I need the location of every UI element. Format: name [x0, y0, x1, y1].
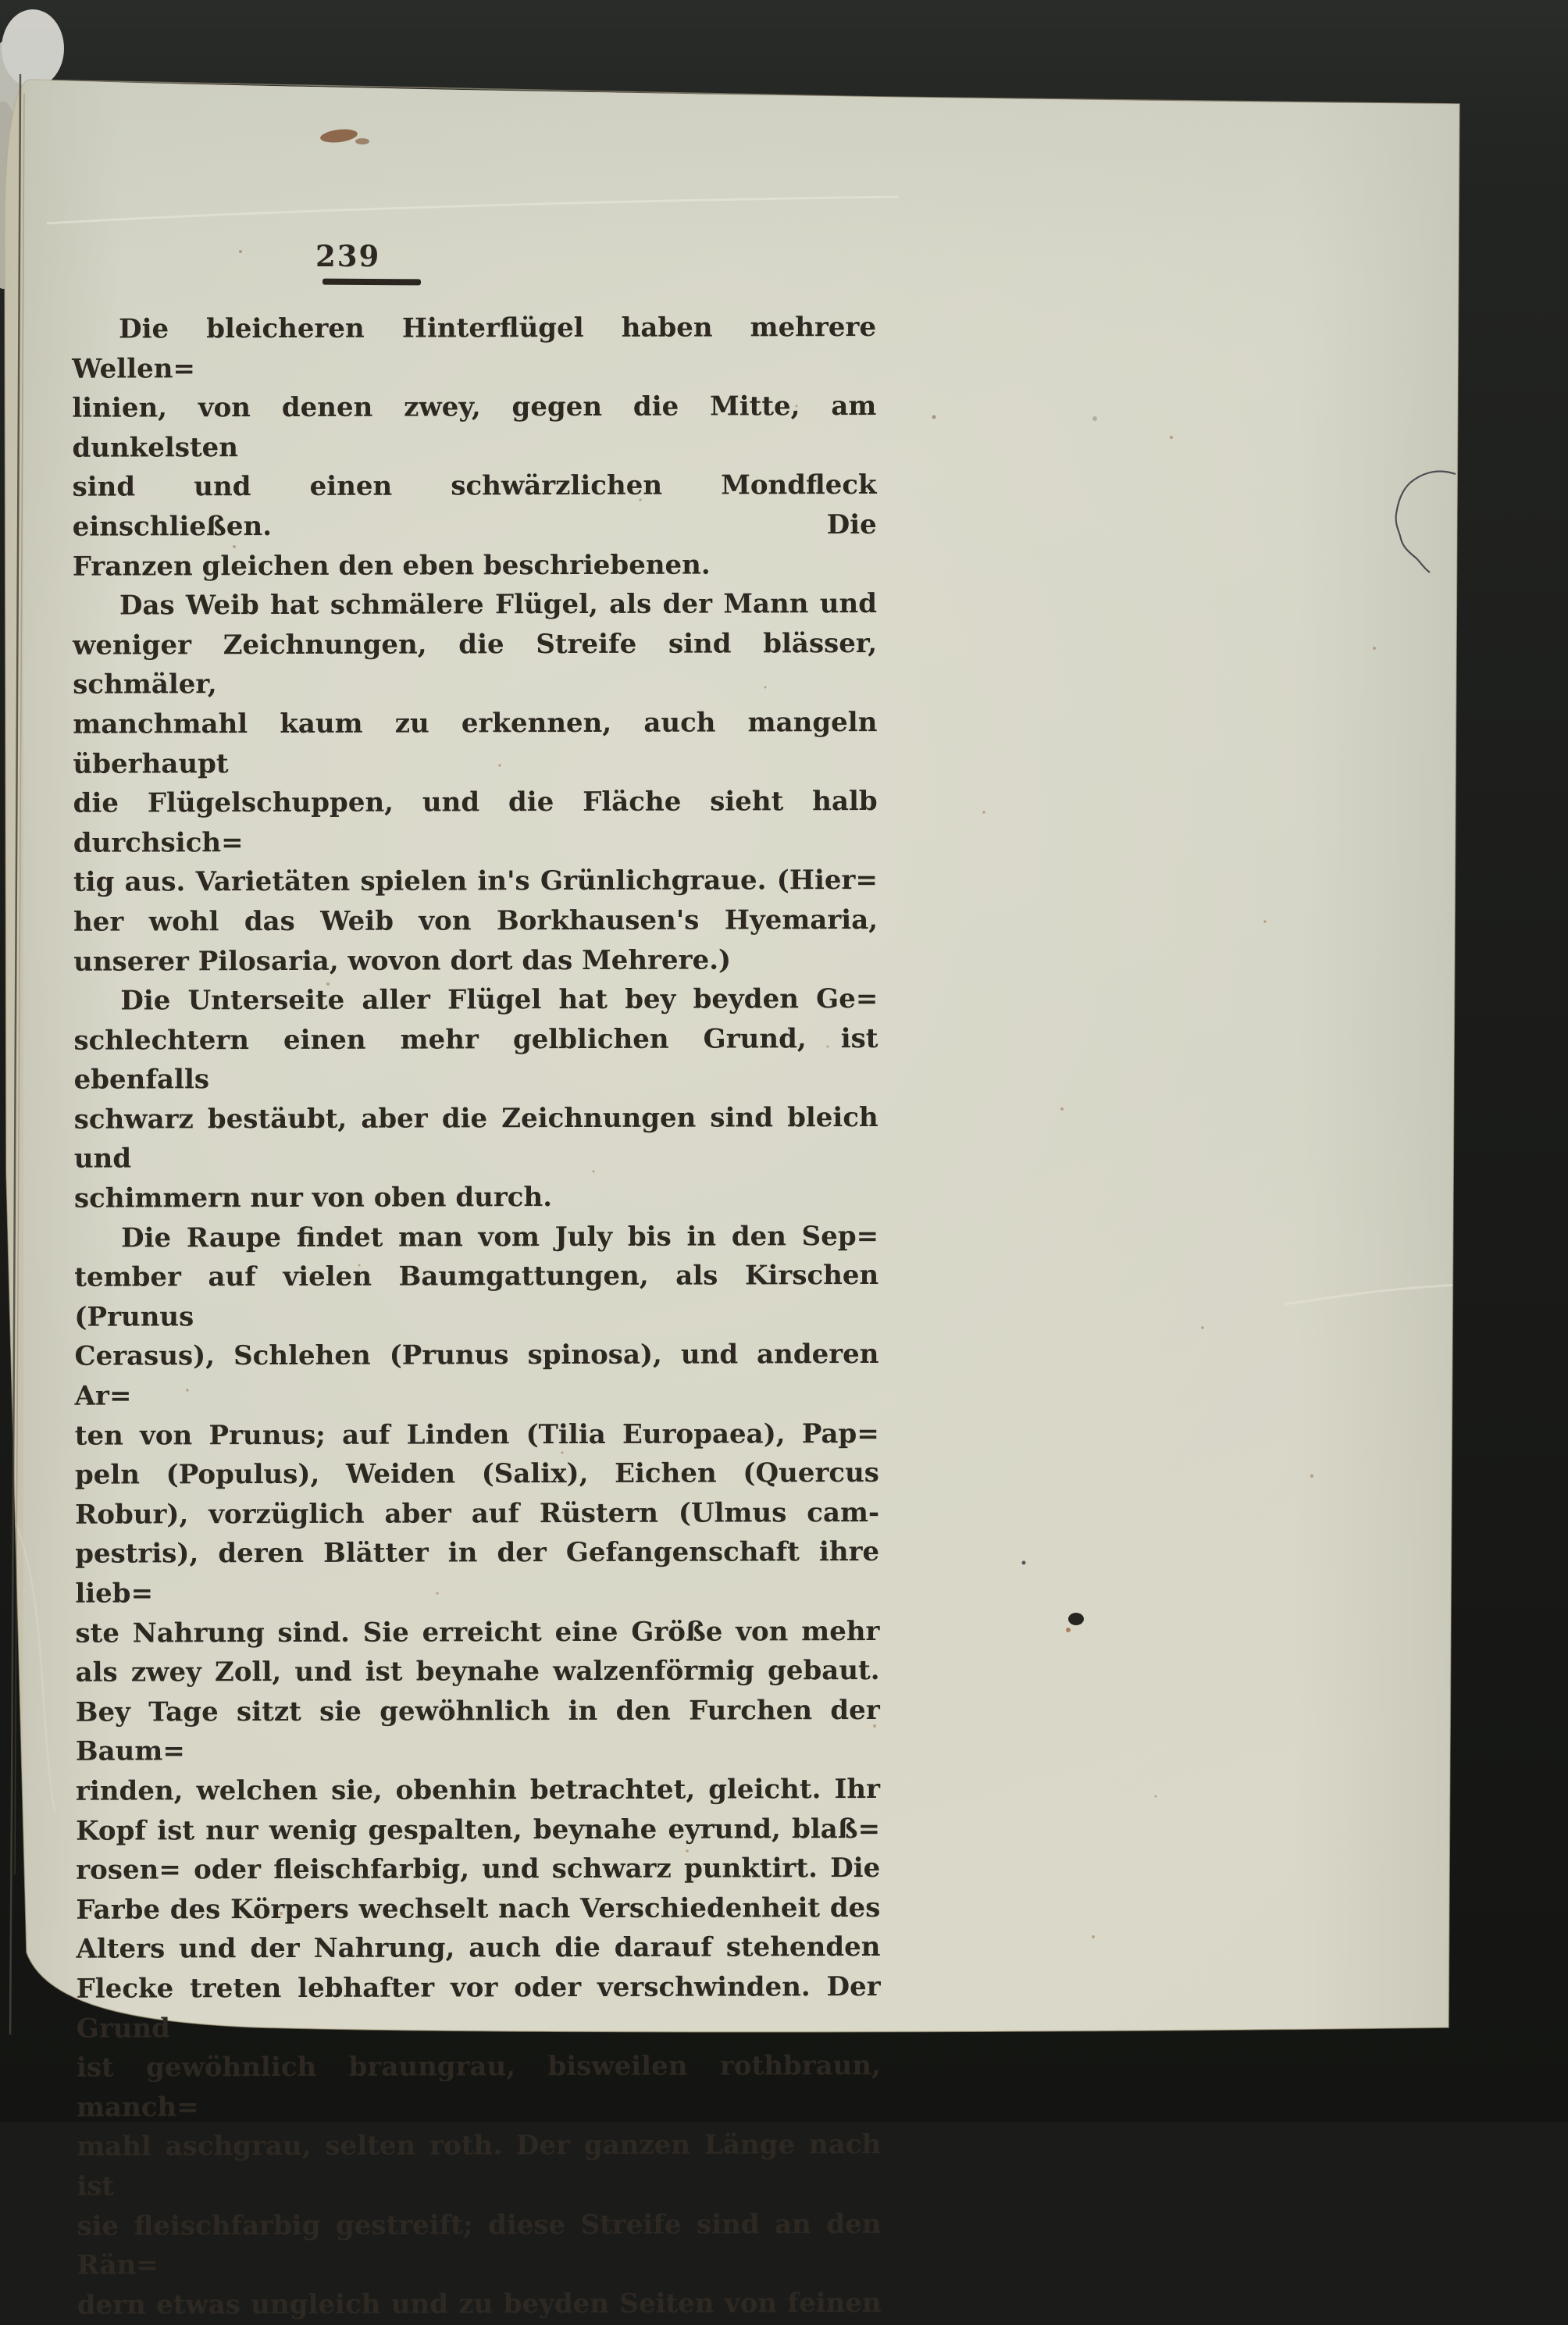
- text-line: Farbe des Körpers wechselt nach Verschiedenheit des: [76, 1892, 881, 1926]
- text-line: schimmern nur von oben durch.: [73, 1182, 553, 1214]
- text-line: peln (Populus), Weiden (Salix), Eichen (Quercus: [74, 1457, 879, 1491]
- paragraph: [73, 584, 878, 982]
- text-line: rosen= oder fleischfarbig, und schwarz punktirt. Die: [76, 1853, 881, 1886]
- text-line: sie fleischfarbig gestreift; diese Streife sind an den Rän=: [77, 2208, 882, 2281]
- text-line: dern etwas ungleich und zu beyden Seiten von feinen: [77, 2287, 882, 2321]
- text-line: Alters und der Nahrung, auch die darauf stehenden: [76, 1931, 881, 1966]
- text-line: Flecke treten lebhafter vor oder verschwinden. Der Grund: [76, 1970, 881, 2045]
- text-line: Kopf ist nur wenig gespalten, beynahe eyrund, blaß=: [76, 1813, 881, 1847]
- text-line: schlechtern einen mehr gelblichen Grund, ist ebenfalls: [73, 1022, 878, 1096]
- text-block: [72, 308, 882, 2325]
- text-line: als zwey Zoll, und ist beynahe walzenförmig gebaut.: [75, 1655, 880, 1688]
- page-number-rule: [323, 279, 421, 286]
- text-line: ste Nahrung sind. Sie erreicht eine Größe von mehr: [75, 1615, 880, 1649]
- text-line: Das Weib hat schmälere Flügel, als der Mann und: [119, 588, 878, 622]
- page-number: 239: [315, 239, 381, 273]
- text-line: unserer Pilosaria, wovon dort das Mehrere.): [73, 943, 732, 978]
- text-line: tember auf vielen Baumgattungen, als Kirschen (Prunus: [74, 1260, 879, 1333]
- paragraph: [73, 979, 878, 1218]
- text-line: her wohl das Weib von Borkhausen's Hyemaria,: [73, 904, 878, 938]
- text-line: linien, von denen zwey, gegen die Mitte, am dunkelsten: [72, 390, 877, 464]
- text-line: ten von Prunus; auf Linden (Tilia Europaea), Pap=: [74, 1417, 879, 1452]
- text-line: Robur), vorzüglich aber auf Rüstern (Ulmus cam-: [74, 1496, 880, 1531]
- text-line: weniger Zeichnungen, die Streife sind blässer, schmäler,: [73, 627, 878, 701]
- text-line: mahl aschgrau, selten roth. Der ganzen Länge nach ist: [77, 2129, 882, 2202]
- text-line: manchmahl kaum zu erkennen, auch mangeln überhaupt: [73, 706, 878, 780]
- text-line: Franzen gleichen den eben beschriebenen.: [72, 549, 711, 583]
- paragraph: [74, 1217, 882, 2325]
- text-line: pestris), deren Blätter in der Gefangenschaft ihre lieb=: [75, 1536, 880, 1610]
- text-line: rinden, welchen sie, obenhin betrachtet, gleicht. Ihr: [75, 1773, 881, 1807]
- text-line: Die Unterseite aller Flügel hat bey beyden Ge=: [120, 983, 878, 1017]
- text-line: tig aus. Varietäten spielen in's Grünlichgraue. (Hier=: [73, 865, 878, 899]
- text-line: Bey Tage sitzt sie gewöhnlich in den Furchen der Baum=: [75, 1694, 880, 1768]
- text-line: ist gewöhnlich braungrau, bisweilen rothbraun, manch=: [76, 2050, 881, 2124]
- text-line: Die bleicheren Hinterflügel haben mehrere Wellen=: [72, 311, 877, 385]
- text-line: sind und einen schwärzlichen Mondfleck einschließen. Die: [72, 469, 877, 543]
- text-line: Cerasus), Schlehen (Prunus spinosa), und anderen Ar=: [74, 1339, 879, 1412]
- text-line: Die Raupe findet man vom July bis in den Sep=: [121, 1220, 879, 1254]
- paragraph: [72, 308, 877, 587]
- text-line: schwarz bestäubt, aber die Zeichnungen sind bleich und: [73, 1101, 878, 1175]
- text-line: die Flügelschuppen, und die Fläche sieht halb durchsich=: [73, 786, 878, 859]
